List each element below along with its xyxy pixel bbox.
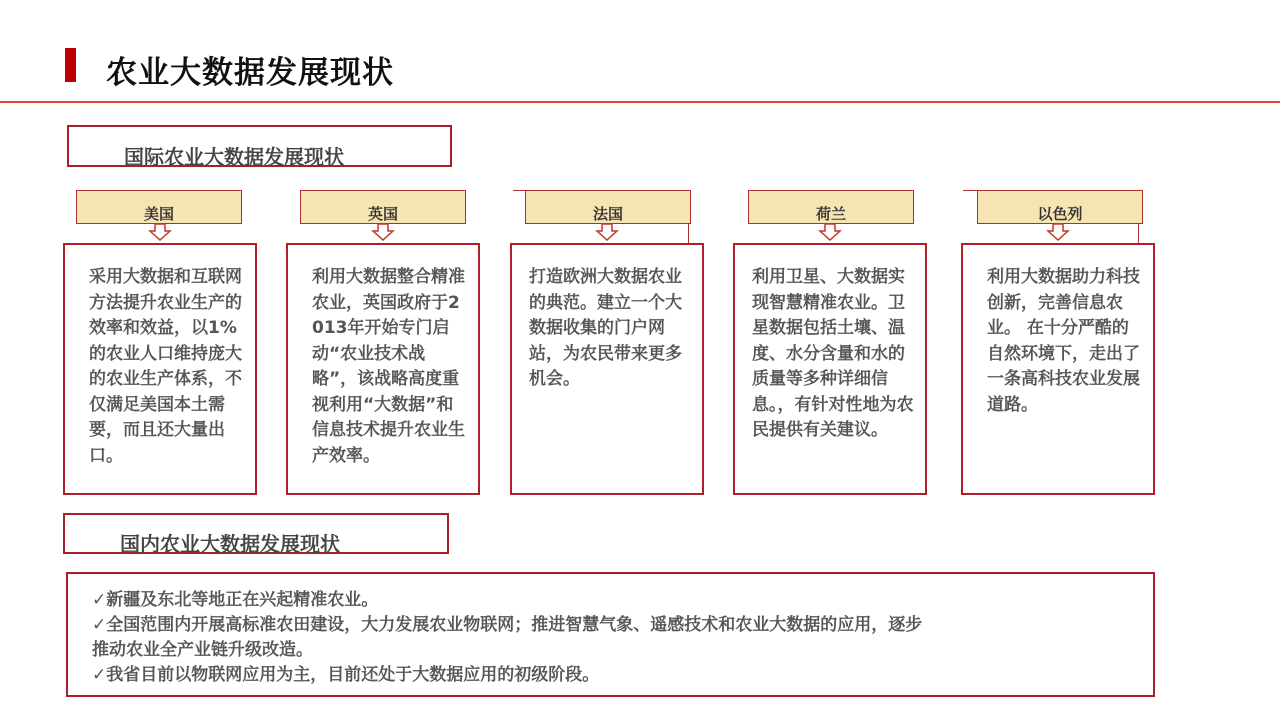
list-item <box>92 613 1153 638</box>
country-label-netherlands: 荷兰 <box>748 190 914 224</box>
title-divider <box>0 101 1280 103</box>
country-desc-uk: 利用大数据整合精准农业，英国政府于2013年开始专门启动“农业技术战略”，该战略高度重视利用“大数据”和信息技术提升农业生产效率。 <box>286 243 480 495</box>
domestic-list <box>66 572 1155 697</box>
down-arrow-icon <box>595 223 619 241</box>
down-arrow-icon <box>371 223 395 241</box>
down-arrow-icon <box>1046 223 1070 241</box>
checkmark-icon: ✓ <box>92 665 107 685</box>
page-title: 农业大数据发展现状 <box>106 55 394 91</box>
title-accent-bar <box>65 48 76 82</box>
country-label-uk: 英国 <box>300 190 466 224</box>
list-item-text: 全国范围内开展高标准农田建设，大力发展农业物联网；推进智慧气象、遥感技术和农业大数据的应用，逐步 <box>106 615 923 635</box>
country-desc-netherlands: 利用卫星、大数据实现智慧精准农业。卫星数据包括土壤、温度、水分含量和水的质量等多种详细信息。，有针对性地为农民提供有关建议。 <box>733 243 927 495</box>
down-arrow-icon <box>148 223 172 241</box>
country-label-israel: 以色列 <box>977 190 1143 224</box>
checkmark-icon: ✓ <box>92 590 107 610</box>
country-label-france: 法国 <box>525 190 691 224</box>
country-label-usa: 美国 <box>76 190 242 224</box>
list-item-text: 新疆及东北等地正在兴起精准农业。 <box>106 590 379 610</box>
country-desc-france: 打造欧洲大数据农业的典范。建立一个大数据收集的门户网站，为农民带来更多机会。 <box>510 243 704 495</box>
country-desc-israel: 利用大数据助力科技创新，完善信息农业。 在十分严酷的自然环境下，走出了一条高科技农业发展道路。 <box>961 243 1155 495</box>
down-arrow-icon <box>818 223 842 241</box>
country-desc-usa: 采用大数据和互联网方法提升农业生产的效率和效益，以1%的农业人口维持庞大的农业生产体系，不仅满足美国本土需要，而且还大量出口。 <box>63 243 257 495</box>
domestic-section-header: 国内农业大数据发展现状 <box>63 513 449 554</box>
checkmark-icon: ✓ <box>92 615 107 635</box>
list-item <box>92 588 1153 613</box>
international-section-header: 国际农业大数据发展现状 <box>67 125 452 167</box>
list-item <box>92 663 1153 688</box>
list-item-text: 我省目前以物联网应用为主，目前还处于大数据应用的初级阶段。 <box>106 665 600 685</box>
list-item-continuation: 推动农业全产业链升级改造。 <box>92 640 313 660</box>
